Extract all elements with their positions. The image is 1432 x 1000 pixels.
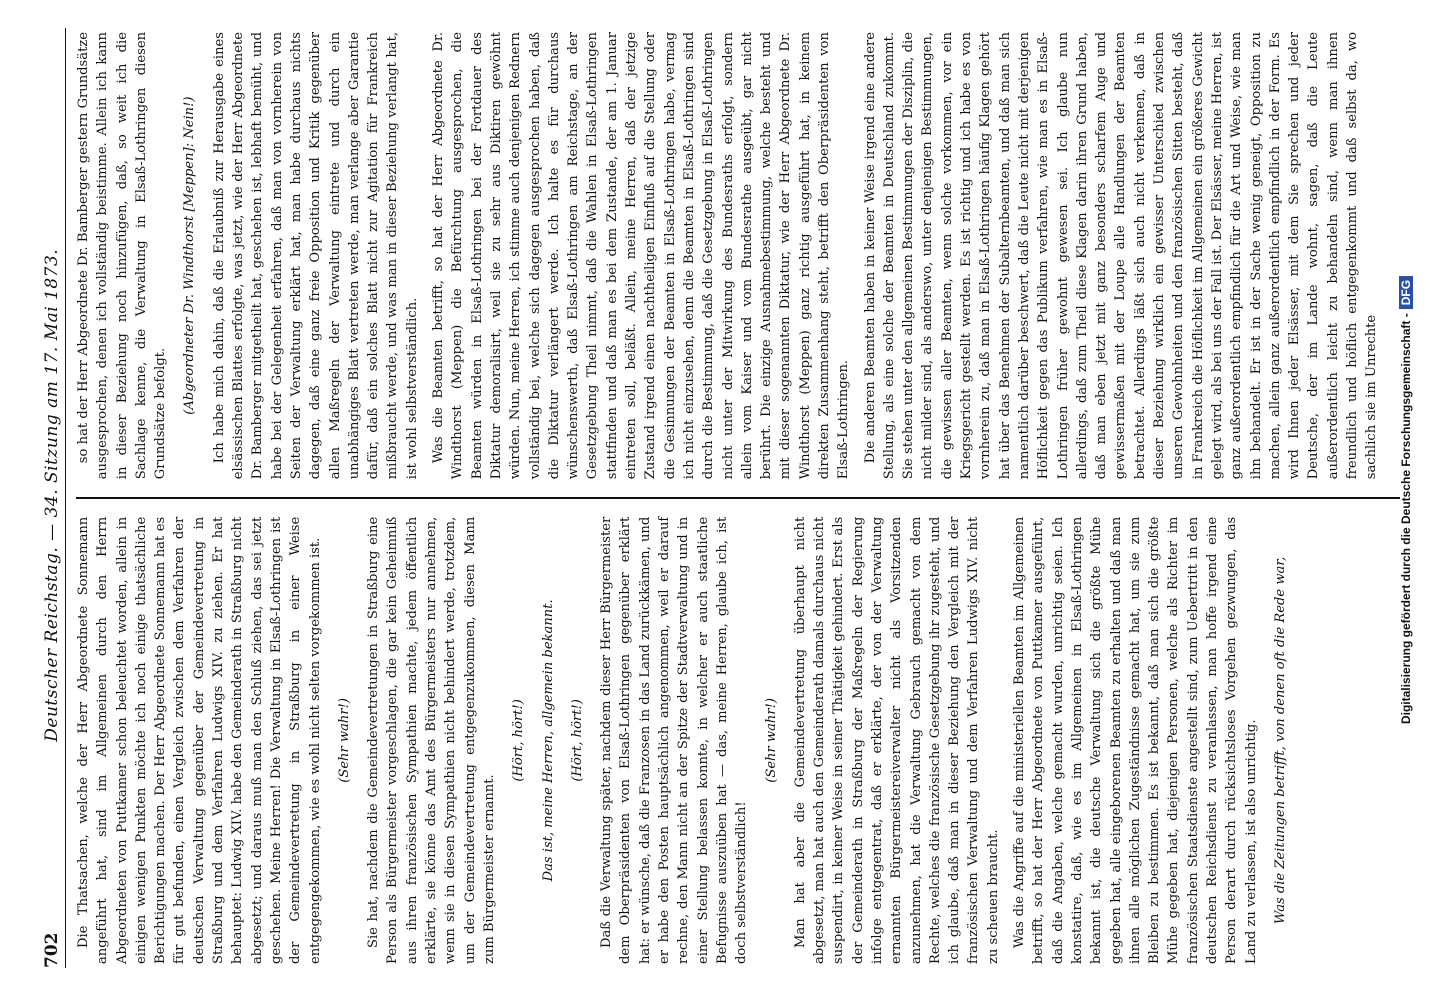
paragraph: Das ist, meine Herren, allgemein bekannt. <box>540 599 556 882</box>
funding-note <box>1399 276 1413 724</box>
left-column <box>74 499 1402 968</box>
dfg-sidebar <box>1380 8 1432 992</box>
text-columns <box>74 28 1402 968</box>
paragraph: Die anderen Beamten haben in keiner Weise irgend eine andere Stellung, als eine solche der Beamten in Deutschland zukommt. Sie stehen unter den allgemeinen Bestimmungen der Disziplin, die nicht milder sind, als anderswo, unter denjenigen Bestimmungen, die gewissen aller Beamten, wenn solche vorkommen, vor ein Kriegsgericht gestellt werden. Es ist richtig und ich habe es von vornherein zu, daß man in Elsaß-Lothringen häufig Klagen gehört hat über das Benehmen der Subalternbeamten, und daß man sich namentlich darüber beschwert, daß die Leute nicht mit derjenigen Höflichkeit gegen das Publikum verfahren, wie man es in Elsaß-Lothringen früher gewohnt gewesen sei. Ich glaube nun allerdings, daß zum Theil diese Klagen darin ihren Grund haben, daß man eben jetzt mit ganz besonders scharfem Auge und gewissermaßen mit der Loupe alle Handlungen der Beamten betrachtet. Allerdings läßt sich auch nicht verkennen, daß in dieser Beziehung wirklich ein gewisser Unterschied zwischen unseren Gewohnheiten und den französischen Sitten besteht, daß in Frankreich die Höflichkeit im Allgemeinen ein größeres Gewicht gelegt wird, als bei uns der Fall ist. Der Elsässer, meine Herren, ist ganz außerordentlich empfindlich für die Art und Weise, wie man ihn behandelt. Er ist in der Sache wenig geneigt, Opposition zu machen, allein ganz außerordentlich empfindlich in der Form. Es wird Ihnen jeder Elsässer, mit dem Sie sprechen und jeder Deutsche, der im Lande wohnt, sagen, daß die Leute außerordentlich leicht zu behandeln sind, wenn man ihnen freundlich und höflich entgegenkommt und daß selbst da, wo sachlich sie im Unrechte <box>862 31 1380 480</box>
funding-text: Digitalisierung gefördert durch die Deutsche Forschungsgemeinschaft - <box>1399 313 1413 725</box>
interjection: (Sehr wahr!) <box>763 698 779 783</box>
page-number: 702 <box>42 932 62 968</box>
interjection: (Hört, hört!) <box>569 699 585 782</box>
paragraph: so hat der Herr Abgeordnete Dr. Bamberger gestern Grundsätze ausgesprochen, denen ich vollständig beistimme. Allein ich kann in dieser Beziehung noch hinzufügen, daß, so weit ich die Sachlage kenne, die Verwaltung in Elsaß-Lothringen diesen Grundsätze befolgt. <box>76 32 169 480</box>
header-title: Deutscher Reichstag. — 34. Sitzung am 17. Mai 1873. <box>42 248 62 742</box>
dfg-logo: DFG <box>1399 276 1413 309</box>
interjection: (Abgeordneter Dr. Windthorst [Meppen]: Nein!) <box>182 96 198 415</box>
right-column <box>74 28 1402 497</box>
paragraph: Ich habe mich dahin, daß die Erlaubniß zur Herausgabe eines elsässischen Blattes erfolgte, was jetzt, wie der Herr Abgeordnete Dr. Bamberger mitgetheilt hat, geschehen ist, lebhaft bemüht, und habe bei der Gelegenheit erfahren, daß man von vornherein von Seiten der Verwaltung erklärt hat, man habe durchaus nichts dagegen, daß eine ganz freie Opposition und Kritik gegenüber allen Maßregeln der Verwaltung eintrete und durch ein unabhängiges Blatt vertreten werde, man verlange aber Garantie dafür, daß ein solches Blatt nicht zur Agitation für Frankreich mißbraucht werde, und was man in dieser Beziehung verlangt hat, ist wohl selbstverständlich. <box>211 32 420 480</box>
interjection: (Hört, hört!) <box>511 699 527 782</box>
paragraph: Was die Zeitungen betrifft, von denen oft die Rede war, <box>1272 556 1288 925</box>
paragraph: Die Thatsachen, welche der Herr Abgeordnete Sonnemann angeführt hat, sind im Allgemeinen durch den Herrn Abgeordneten von Puttkamer schon beleuchtet worden, allein in einigen wenigen Punkten möchte ich noch einige thatsächliche Berichtigungen machen. Der Herr Abgeordnete Sonnemann hat es für gut befunden, einen Vergleich zwischen dem Verfahren der deutschen Verwaltung gegenüber der Gemeindevertretung in Straßburg und dem Verfahren Ludwigs XIV. zu ziehen. Er hat behauptet: Ludwig XIV. habe den Gemeinderath in Straßburg nicht abgesetzt; und daraus muß man den Schluß ziehen, das sei jetzt geschehen. Meine Herren! Die Verwaltung in Elsaß-Lothringen ist der Gemeindevertretung in Straßburg in einer Weise entgegengekommen, wie es wohl nicht selten vorgekommen ist. <box>76 516 323 964</box>
column-divider <box>76 497 1400 499</box>
paragraph: Daß die Verwaltung später, nachdem dieser Herr Bürgermeister dem Oberpräsidenten von Elsaß-Lothringen gegenüber erklärt hat: er wünsche, daß die Franzosen in das Land zurückkämen, und er habe den Posten hauptsächlich angenommen, weil er darauf rechne, den Mann nicht an der Spitze der Stadtverwaltung und in einer Stellung belassen konnte, in welcher er auch staatliche Befugnisse auszuüben hat — das, meine Herren, glaube ich, ist doch selbstverständlich! <box>599 516 750 964</box>
paragraph: Sie hat, nachdem die Gemeindevertretungen in Straßburg eine Person als Bürgermeister vorgeschlagen, die gar kein Geheimniß aus ihren französischen Sympathien machte, jedem öffentlich erklärte, sie könne das Amt des Bürgermeisters nur annehmen, wenn sie in diesen Sympathien nicht behindert werde, trotzdem, um der Gemeindevertretung entgegenzukommen, diesen Mann zum Bürgermeister ernannt. <box>366 516 497 964</box>
paragraph: Was die Angriffe auf die ministeriellen Beamten im Allgemeinen betrifft, so hat der Herr Abgeordnete von Puttkamer ausgeführt, daß die Angaben, welche gemacht wurden, unrichtig seien. Ich konstatire, daß, wie es im Allgemeinen in Elsaß-Lothringen bekannt ist, die deutsche Verwaltung sich die größte Mühe gegeben hat, alle eingeborenen Beamten zu erhalten und daß man ihnen alle möglichen Zugeständnisse gemacht hat, um sie zum Bleiben zu bestimmen. Es ist bekannt, daß man sich die größte Mühe gegeben hat, diejenigen Personen, welche als Richter im französischen Staatsdienste angestellt sind, zum Uebertritt in den deutschen Reichsdienst zu veranlassen, man hoffe irgend eine Person derart durch rücksichtsloses Vorgehen gezwungen, das Land zu verlassen, ist also unrichtig. <box>1012 516 1259 964</box>
interjection: (Sehr wahr!) <box>336 698 352 783</box>
running-header <box>32 28 66 968</box>
paragraph: Was die Beamten betrifft, so hat der Herr Abgeordnete Dr. Windthorst (Meppen) die Befürchtung ausgesprochen, die Beamten würden in Elsaß-Lothringen bei der Fortdauer des Diktatur demoralisirt, weil sie zu sehr aus Diktiren gewöhnt würden. Nun, meine Herren, ich stimme auch denjenigen Rednern vollständig bei, welche sich dagegen ausgesprochen haben, daß die Diktatur verlängert werde. Ich halte es für durchaus wünschenswerth, daß Elsaß-Lothringen am Reichstage, an der Gesetzgebung Theil nimmt, daß die Wahlen in Elsaß-Lothringen stattfinden und daß man es bei dem Zustande, der am 1. Januar eintreten soll, beläßt. Allein, meine Herren, daß der jetzige Zustand irgend einen nachtheiligen Einfluß auf die Stellung oder die Gesinnungen der Beamten in Elsaß-Lothringen habe, vermag ich nicht einzusehen, denn die Beamten in Elsaß-Lothringen sind durch die Bestimmung, daß die Gesetzgebung in Elsaß-Lothringen nicht unter der Mitwirkung des Bundesraths erfolgt, sondern allein vom Kaiser und vom Bundesrathe ausgeübt, gar nicht berührt. Die einzige Ausnahmebestimmung, welche besteht und mit dieser sogenannten Diktatur, wie der Herr Abgeordnete Dr. Windthorst (Meppen) ganz richtig ausgeführt hat, in keinem direkten Zusammenhang steht, betrifft den Oberpräsidenten von Elsaß-Lothringen. <box>431 32 852 480</box>
paragraph: Man hat aber die Gemeindevertretung überhaupt nicht abgesetzt, man hat auch den Gemeinderath damals durchaus nicht suspendirt, in keiner Weise in seiner Thätigkeit gehindert. Erst als der Gemeinderath in Straßburg der Maßregeln der Regierung infolge entgegentrat, daß er erklärte, der von der Verwaltung ernannten Bürgermeistereiverwalter nicht als Vorsitzenden anzunehmen, hat die Verwaltung Gebrauch gemacht von dem Rechte, welches die französische Gesetzgebung ihr zugesteht, und ich glaube, daß man in dieser Beziehung den Vergleich mit der französischen Verwaltung und dem Verfahren Ludwigs XIV. nicht zu scheuen braucht. <box>792 516 1001 964</box>
